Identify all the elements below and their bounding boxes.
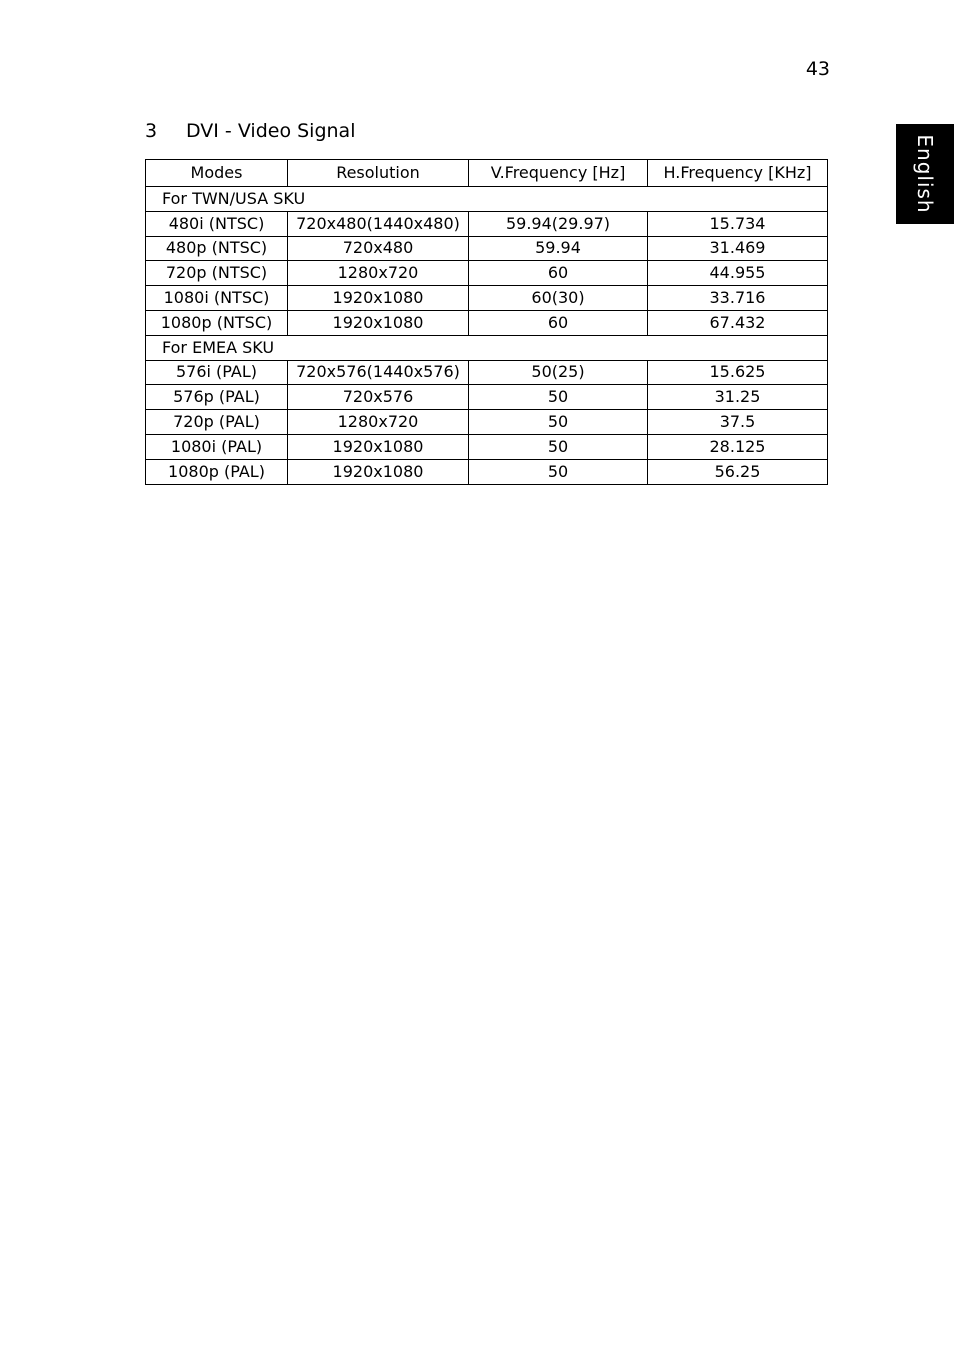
cell-h-frequency: 28.125 — [648, 434, 828, 459]
cell-mode: 480p (NTSC) — [146, 236, 288, 261]
cell-resolution: 1280x720 — [288, 261, 469, 286]
cell-h-frequency: 56.25 — [648, 459, 828, 484]
cell-mode: 720p (PAL) — [146, 410, 288, 435]
table-row — [146, 261, 828, 286]
cell-h-frequency: 44.955 — [648, 261, 828, 286]
cell-resolution: 1920x1080 — [288, 310, 469, 335]
cell-h-frequency: 15.625 — [648, 360, 828, 385]
cell-v-frequency: 50 — [469, 385, 648, 410]
cell-mode: 1080i (NTSC) — [146, 286, 288, 311]
cell-v-frequency: 59.94 — [469, 236, 648, 261]
group-row-emea — [146, 335, 828, 360]
table-row — [146, 410, 828, 435]
cell-mode: 576p (PAL) — [146, 385, 288, 410]
table-header-row — [146, 160, 828, 187]
cell-resolution: 720x480 — [288, 236, 469, 261]
cell-h-frequency: 31.25 — [648, 385, 828, 410]
cell-v-frequency: 59.94(29.97) — [469, 211, 648, 236]
cell-resolution: 720x576 — [288, 385, 469, 410]
table-row — [146, 236, 828, 261]
cell-v-frequency: 60 — [469, 261, 648, 286]
cell-mode: 480i (NTSC) — [146, 211, 288, 236]
cell-h-frequency: 37.5 — [648, 410, 828, 435]
cell-h-frequency: 67.432 — [648, 310, 828, 335]
header-resolution: Resolution — [288, 160, 469, 187]
cell-resolution: 1920x1080 — [288, 286, 469, 311]
cell-v-frequency: 50 — [469, 410, 648, 435]
header-modes: Modes — [146, 160, 288, 187]
table-row — [146, 459, 828, 484]
cell-v-frequency: 50 — [469, 434, 648, 459]
table-row — [146, 360, 828, 385]
cell-mode: 576i (PAL) — [146, 360, 288, 385]
section-number: 3 — [145, 120, 158, 142]
table-row — [146, 434, 828, 459]
cell-mode: 1080p (PAL) — [146, 459, 288, 484]
cell-v-frequency: 60(30) — [469, 286, 648, 311]
cell-v-frequency: 50 — [469, 459, 648, 484]
cell-resolution: 720x576(1440x576) — [288, 360, 469, 385]
cell-resolution: 1920x1080 — [288, 459, 469, 484]
cell-mode: 720p (NTSC) — [146, 261, 288, 286]
cell-resolution: 1280x720 — [288, 410, 469, 435]
cell-v-frequency: 50(25) — [469, 360, 648, 385]
section-heading — [145, 118, 355, 144]
table-row — [146, 211, 828, 236]
cell-resolution: 720x480(1440x480) — [288, 211, 469, 236]
page-number: 43 — [805, 58, 830, 80]
cell-h-frequency: 31.469 — [648, 236, 828, 261]
header-h-frequency: H.Frequency [KHz] — [648, 160, 828, 187]
cell-resolution: 1920x1080 — [288, 434, 469, 459]
language-tab-label: English — [913, 134, 937, 214]
language-tab — [896, 124, 954, 224]
table-row — [146, 385, 828, 410]
group-row-twn-usa — [146, 187, 828, 212]
cell-v-frequency: 60 — [469, 310, 648, 335]
group-label: For TWN/USA SKU — [146, 187, 828, 212]
video-signal-table — [145, 159, 828, 485]
header-v-frequency: V.Frequency [Hz] — [469, 160, 648, 187]
table-row — [146, 286, 828, 311]
group-label: For EMEA SKU — [146, 335, 828, 360]
cell-h-frequency: 15.734 — [648, 211, 828, 236]
cell-mode: 1080i (PAL) — [146, 434, 288, 459]
cell-mode: 1080p (NTSC) — [146, 310, 288, 335]
cell-h-frequency: 33.716 — [648, 286, 828, 311]
table-row — [146, 310, 828, 335]
section-title: DVI - Video Signal — [186, 120, 356, 142]
